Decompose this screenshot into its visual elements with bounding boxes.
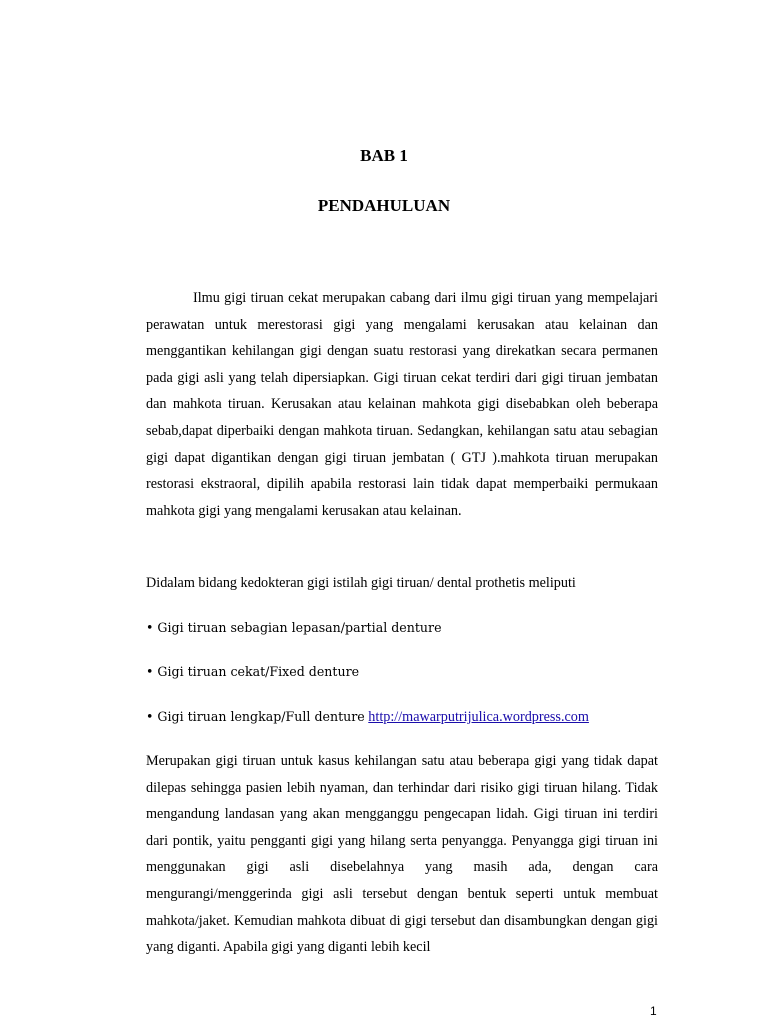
bullet-item — [146, 662, 666, 682]
bullet-item — [146, 707, 666, 727]
body-paragraph: Merupakan gigi tiruan untuk kasus kehilangan satu atau beberapa gigi yang tidak dapat dilepas sehingga pasien lebih nyaman, dan terhindar dari risiko gigi tiruan hilang. Tidak mengandung landasan yang akan mengganggu pengecapan lidah. Gigi tiruan ini terdiri dari pontik, yaitu pengganti gigi yang hilang serta penyangga. Penyangga gigi tiruan ini menggunakan gigi asli disebelahnya yang masih ada, dengan cara mengurangi/menggerinda gigi asli tersebut dengan bentuk seperti untuk membuat mahkota/jaket. Kemudian mahkota dibuat di gigi tersebut dan disambungkan dengan gigi yang diganti. Apabila gigi yang diganti lebih kecil — [146, 753, 658, 956]
page-number: 1 — [650, 1004, 657, 1018]
source-link[interactable]: http://mawarputrijulica.wordpress.com — [368, 709, 589, 725]
bullet-text: • Gigi tiruan cekat/Fixed denture — [146, 664, 360, 679]
intro-paragraph: Ilmu gigi tiruan cekat merupakan cabang dari ilmu gigi tiruan yang mempelajari perawatan untuk merestorasi gigi yang mengalami kerusakan atau kelainan dan menggantikan kehilangan gigi dengan suatu restorasi yang direkatkan secara permanen pada gigi asli yang telah dipersiapkan. Gigi tiruan cekat terdiri dari gigi tiruan jembatan dan mahkota tiruan. Kerusakan atau kelainan mahkota gigi disebabkan oleh beberapa sebab,dapat diperbaiki dengan mahkota tiruan. Sedangkan, kehilangan satu atau sebagian gigi dapat digantikan dengan gigi tiruan jembatan ( GTJ ).mahkota tiruan merupakan restorasi ekstraoral, dipilih apabila restorasi lain tidak dapat memperbaiki permukaan mahkota gigi yang mengalami kerusakan atau kelainan. — [146, 290, 658, 519]
bullet-text: • Gigi tiruan sebagian lepasan/partial denture — [146, 620, 442, 635]
bullet-text: • Gigi tiruan lengkap/Full denture — [146, 709, 365, 724]
chapter-heading: BAB 1 — [360, 146, 408, 165]
section-title: PENDAHULUAN — [317, 196, 451, 215]
intro-line: Didalam bidang kedokteran gigi istilah gigi tiruan/ dental prothetis meliputi — [146, 575, 576, 591]
bullet-item — [146, 618, 666, 638]
